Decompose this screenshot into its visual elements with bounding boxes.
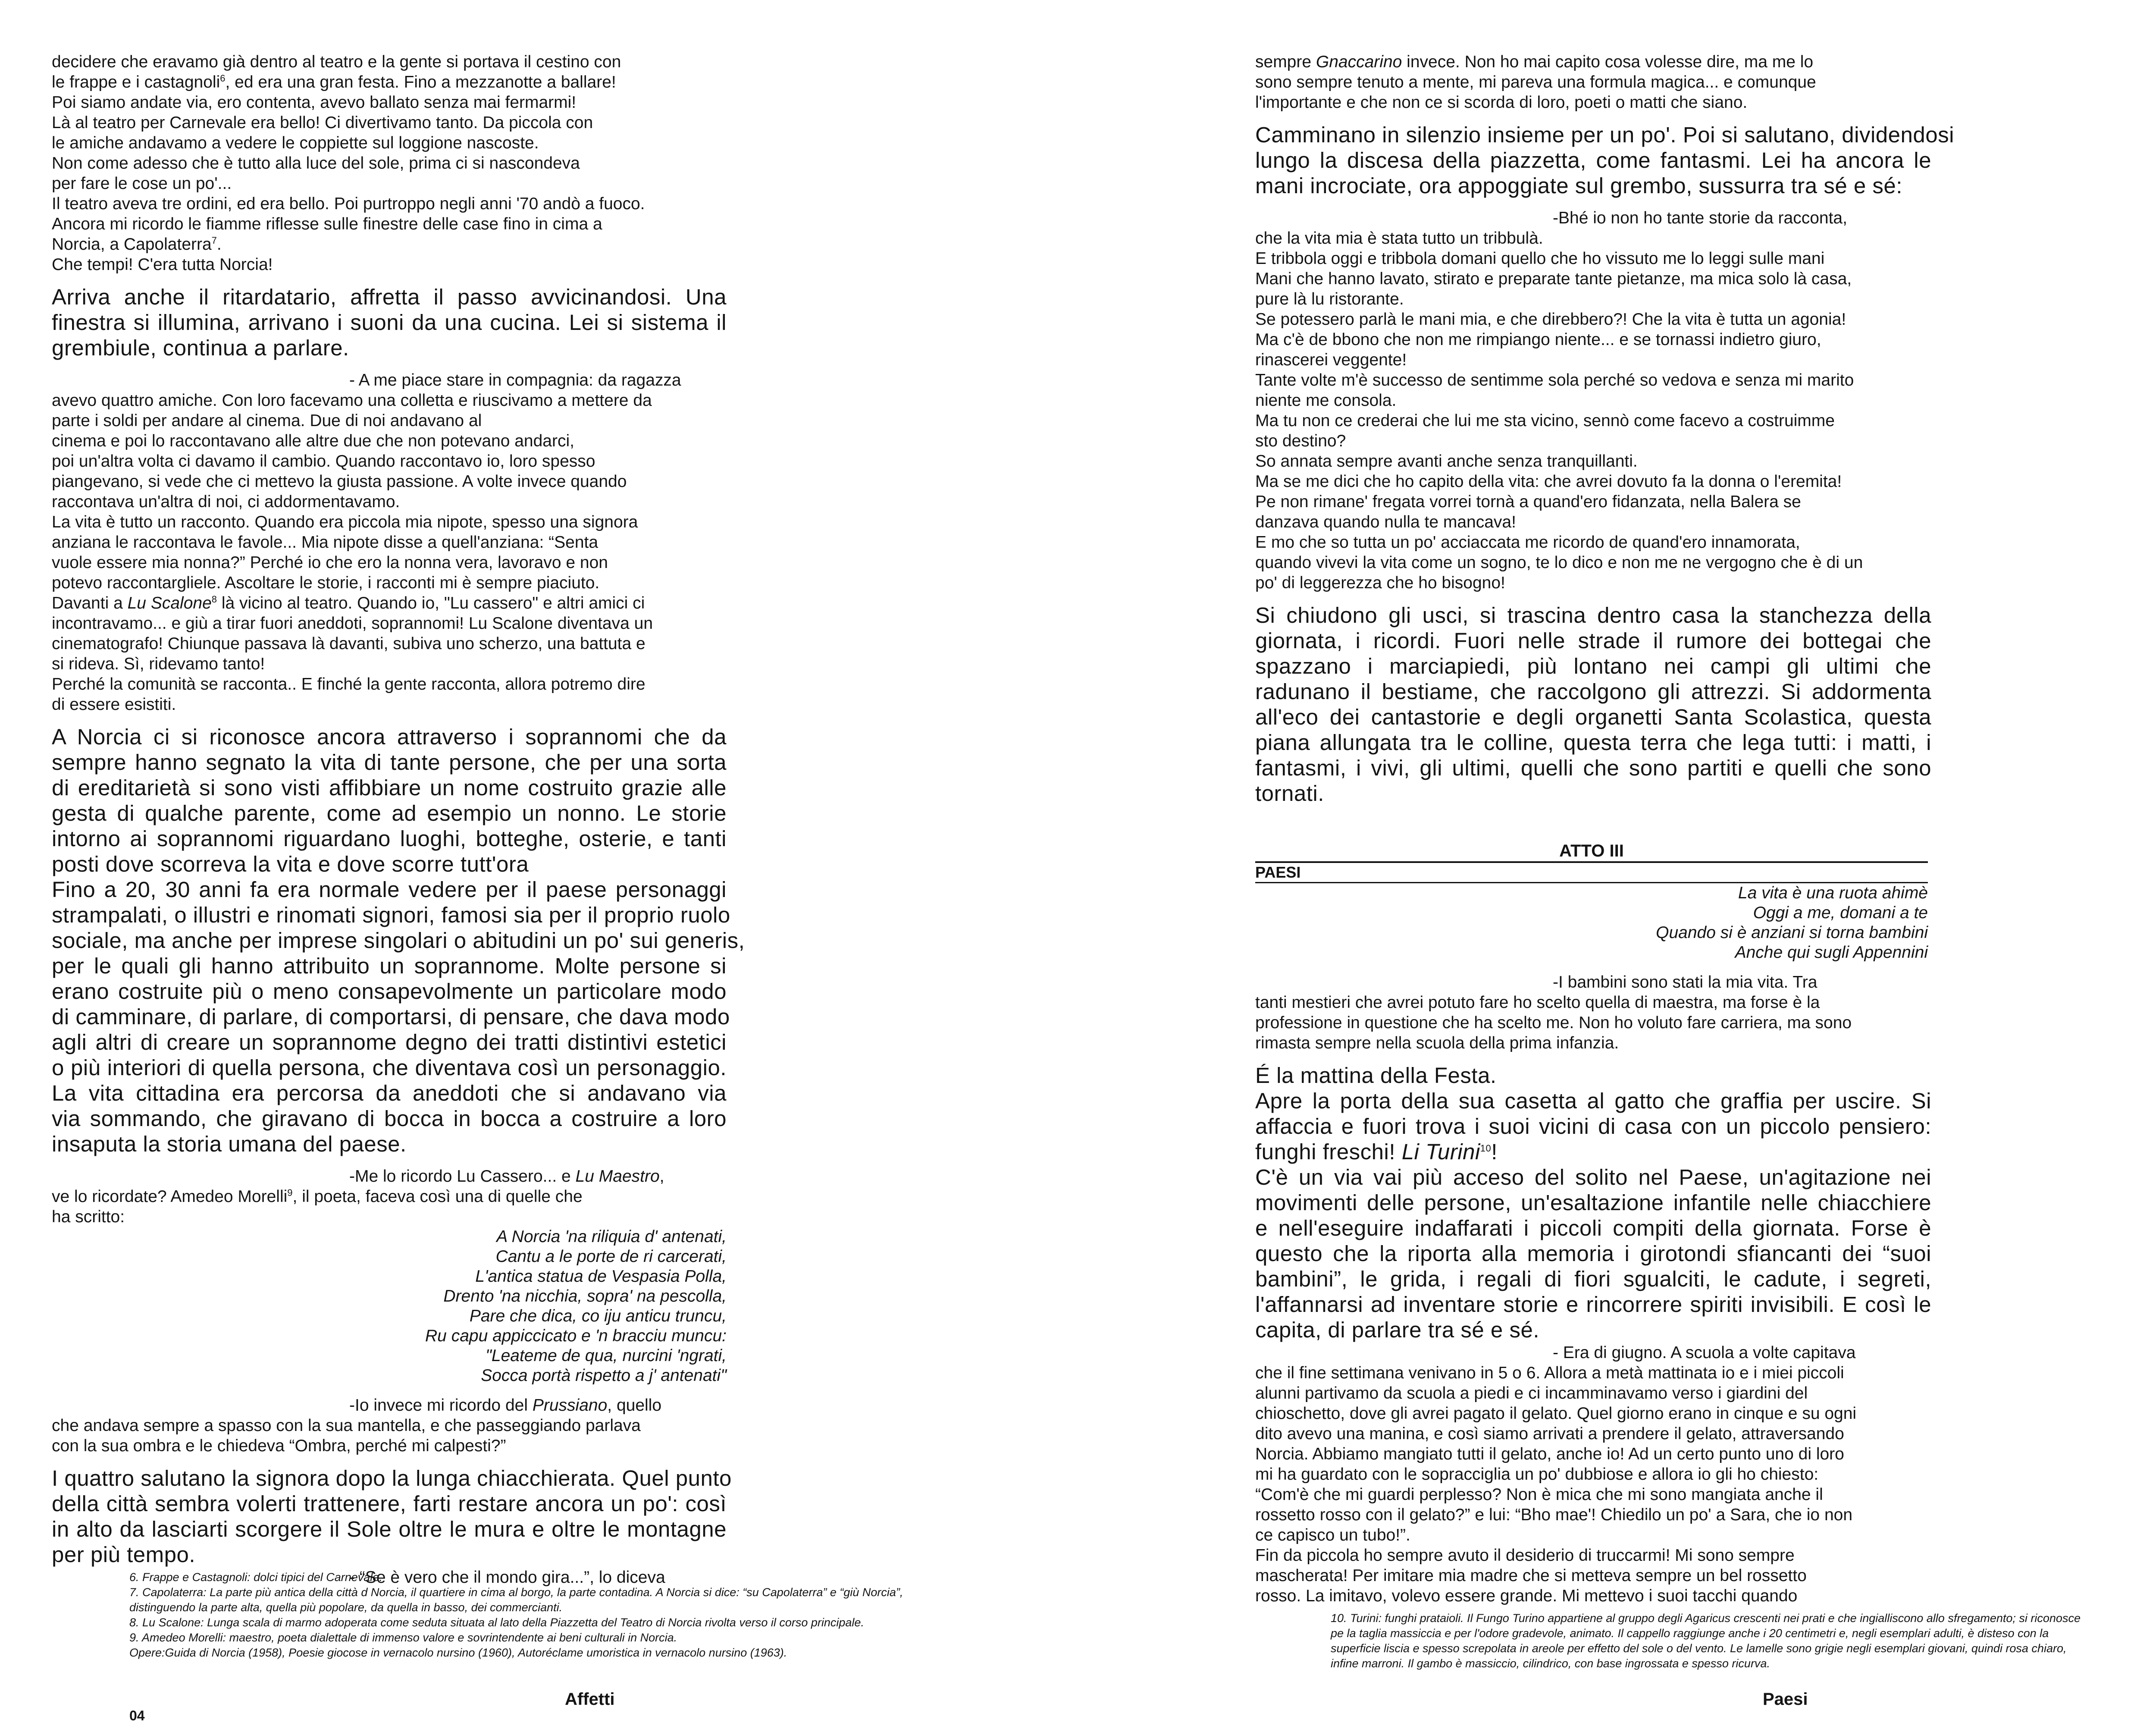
text-line: avevo quattro amiche. Con loro facevamo una colletta e riuscivamo a mettere da [52,391,652,410]
footnote: superficie liscia e spesso screpolata in areole per effetto del sole o del vento. Le lamelle sono grigie negli esemplari giovani, quindi rosa chiaro, [1331,1642,2067,1655]
text-line: l'importante e che non ce si scorda di loro, poeti o matti che siano. [1255,93,1748,112]
text-line: Tante volte m'è successo de sentimme sola perché so vedova e senza mi marito [1255,371,1854,389]
text-line: all'eco dei cantastorie e degli organetti Santa Scolastica, questa [1255,705,1931,729]
right-poem [1255,883,1928,963]
text-line: che andava sempre a spasso con la sua mantella, e che passeggiando parlava [52,1416,641,1435]
text-line: Fin da piccola ho sempre avuto il desiderio di truccarmi! Mi sono sempre [1255,1546,1795,1565]
text-line: questo che la riporta alla memoria i girotondi sfiancanti dei “suoi [1255,1241,1931,1266]
text-line: Ma c'è de bbono che non me rimpiango niente... e se tornassi indietro giuro, [1255,330,1821,349]
text-line: mani incrociate, ora appoggiate sul grembo, sussurra tra sé e sé: [1255,173,1902,198]
text-line: Il teatro aveva tre ordini, ed era bello. Poi purtroppo negli anni '70 andò a fuoco. [52,195,645,213]
left-narrative-paragraph-2 [52,724,745,1157]
left-dialogue-block-1 [52,52,727,275]
footnote-ref: 8 [211,594,217,605]
text-line: di essere esistiti. [52,695,176,714]
text-fragment: Davanti a [52,594,128,612]
text-line: capita, di parlare tra sé e sé. [1255,1318,1540,1342]
text-line: So annata sempre avanti anche senza tranquillanti. [1255,452,1638,471]
text-line: Norcia, a Capolaterra$^7$. [52,235,222,254]
right-page [1171,0,2156,1732]
text-line: po' di leggerezza che ho bisogno! [1255,574,1505,592]
text-line: - Era di giugno. A scuola a volte capitava [1553,1343,1856,1362]
text-line: che la vita mia è stata tutto un tribbulà. [1255,229,1543,248]
text-line: anziana le raccontava le favole... Mia nipote disse a quell'anziana: “Senta [52,533,599,552]
left-dialogue-block-4 [52,1395,727,1456]
text-line: piangevano, si vede che ci mettevo la giusta passione. A volte invece quando [52,472,627,491]
text-line: gesta di qualche parente, come ad esempio un nonno. Le storie [52,801,727,825]
text-line: decidere che eravamo già dentro al teatro e la gente si portava il cestino con [52,53,621,71]
footnote-ref: 9 [287,1187,293,1198]
text-line: sociale, ma anche per imprese singolari o abitudini un po' sui generis, [52,928,745,953]
text-line: alunni partivamo da scuola a piedi e ci incamminavamo verso i giardini del [1255,1384,1808,1403]
text-line: danzava quando nulla te mancava! [1255,513,1516,531]
footnote: 10. Turini: funghi prataioli. Il Fungo Turino appartiene al gruppo degli Agaricus crescenti nei prati e che ingialliscono allo sfregamento; si riconosce [1331,1612,2081,1625]
left-footnotes [129,1570,903,1660]
text-line: intorno ai soprannomi riguardano luoghi, botteghe, osterie, e tanti [52,826,727,851]
text-line: rimasta sempre nella scuola della prima infanzia. [1255,1034,1619,1052]
text-line: della città sembra volerti trattenere, farti restare ancora un po': così [52,1491,727,1516]
footnote: infine marroni. Il gambo è massiccio, cilindrico, con base ingrossata e spesso ricurva. [1331,1657,1770,1670]
right-dialogue-block-2 [1255,208,1931,593]
footnote: Opere:Guida di Norcia (1958), Poesie giocose in vernacolo nursino (1960), Autoréclame umoristica in vernacolo nursino (1963). [129,1646,787,1659]
right-narrative-paragraph-3 [1255,1063,1931,1343]
text-line: - A me piace stare in compagnia: da ragazza [349,371,681,389]
text-line: ha scritto: [52,1208,125,1226]
text-line: sempre hanno segnato la vita di tante persone, che per una sorta [52,750,727,775]
text-line: mascherata! Per imitare mia madre che si metteva sempre un bel rossetto [1255,1566,1807,1585]
text-line: vuole essere mia nonna?” Perché io che ero la nonna vera, lavoravo e non [52,553,608,572]
poem-line: La vita è una ruota ahimè [1738,884,1928,902]
text-fragment: , [659,1167,664,1186]
text-line: per le quali gli hanno attribuito un soprannome. Molte persone si [52,954,727,978]
footnote-ref: 7 [211,235,217,246]
left-dialogue-block-2 [52,370,727,715]
text-line: fantasmi, i vivi, gli ultimi, quelli che sono partiti e quelli che sono [1255,756,1931,780]
text-line: bambini”, le grida, i regali di fiori sgualciti, le cadute, i segreti, [1255,1267,1931,1291]
text-line: I quattro salutano la signora dopo la lunga chiacchierata. Quel punto [52,1466,732,1490]
poem-line: A Norcia 'na riliquia d' antenati, [496,1227,727,1246]
place-name: Lu Scalone [127,594,212,612]
text-line: pure là lu ristorante. [1255,290,1404,308]
right-dialogue-block-3 [1255,972,1931,1053]
text-line: radunano il bestiame, che raccolgono gli attrezzi. Si addormenta [1255,679,1931,704]
footnote: pe la taglia massiccia e per l'odore gradevole, animato. Il cappello raggiunge anche i 20 centimetri e, negli esemplari adulti, è disteso con la [1331,1627,2049,1640]
text-line: raccontava un'altra di noi, ci addormentavamo. [52,493,400,511]
running-title-left: Affetti [565,1690,615,1709]
text-line: posti dove scorreva la vita e dove scorre tutt'ora [52,852,529,876]
text-line: ce capisco un tubo!”. [1255,1526,1410,1544]
footnote: 8. Lu Scalone: Lunga scala di marmo adoperata come seduta situata al lato della Piazzetta del Teatro di Norcia rivolta verso il corso principale. [129,1616,864,1629]
text-line: E tribbola oggi e tribbola domani quello che ho vissuto me lo leggi sulle mani [1255,249,1825,268]
text-line: sono sempre tenuto a mente, mi pareva una formula magica... e comunque [1255,73,1816,91]
text-line: Perché la comunità se racconta.. E finché la gente racconta, allora potremo dire [52,675,646,693]
text-line: Ancora mi ricordo le fiamme riflesse sulle finestre delle case fino in cima a [52,215,602,233]
text-line: finestra si illumina, arrivano i suoni da una cucina. Lei si sistema il [52,310,727,335]
left-dialogue-block-3 [52,1166,727,1227]
text-line: - “Se è vero che il mondo gira...”, lo diceva [349,1568,665,1587]
text-line: erano costruite più o meno consapevolmente un particolare modo [52,979,727,1004]
text-line: cinema e poi lo raccontavano alle altre due che non potevano andarci, [52,432,574,450]
text-line: di camminare, di parlare, di comportarsi, di pensare, che dava modo [52,1004,730,1029]
left-narrative-paragraph-1 [52,284,727,361]
nickname: Prussiano [532,1396,608,1415]
footnote: distinguendo la parte alta, quella più popolare, da quella in basso, dei commercianti. [129,1601,563,1614]
text-line: ve lo ricordate? Amedeo Morelli$^9$, il poeta, faceva così una di quelle che [52,1187,583,1206]
text-line: di ereditarietà si sono visti affibbiare un nome costruito grazie alle [52,775,727,800]
text-fragment: -Me lo ricordo Lu Cassero... e [349,1167,576,1186]
right-text-column [1255,52,1954,1606]
text-line: Non come adesso che è tutto alla luce del sole, prima ci si nascondeva [52,154,580,173]
text-line: “Com'è che mi guardi perplesso? Non è mica che mi sono mangiata anche il [1255,1485,1823,1504]
nickname: Lu Maestro [575,1167,660,1186]
act-section-label: PAESI [1255,863,1928,883]
text-line: o più interiori di quella persona, che diventava così un personaggio. [52,1055,727,1080]
nickname: Gnaccarino [1316,53,1402,71]
text-line: tanti mestieri che avrei potuto fare ho scelto quella di maestra, ma forse è la [1255,993,1820,1012]
text-line: Poi siamo andate via, ero contenta, avevo ballato senza mai fermarmi! [52,93,577,112]
text-fragment: ! [1491,1139,1498,1164]
right-narrative-paragraph-2 [1255,602,1931,806]
footnote-ref: 6 [220,73,226,84]
text-line: strampalati, o illustri e rinomati signori, famosi sia per il proprio ruolo [52,903,730,927]
text-line: insaputa la storia umana del paese. [52,1132,407,1156]
text-line: Norcia. Abbiamo mangiato tutti il gelato, anche io! Ad un certo punto uno di loro [1255,1445,1844,1463]
text-line: Si chiudono gli usci, si trascina dentro casa la stanchezza della [1255,603,1931,628]
text-line: E mo che so tutta un po' acciaccata me ricordo de quand'ero innamorata, [1255,533,1800,552]
text-fragment: là vicino al teatro. Quando io, "Lu cassero" e altri amici ci [217,594,645,612]
text-line [52,1395,727,1415]
text-line: via sommando, che giravano di bocca in bocca a costruire a loro [52,1106,727,1131]
text-line: si rideva. Sì, ridevamo tanto! [52,655,265,673]
text-line [1255,52,1931,72]
text-line: affaccia e fuori trova i suoi vicini di casa con un piccolo pensiero: [1255,1114,1931,1139]
text-line: niente me consola. [1255,391,1397,410]
text-line [52,1166,727,1186]
text-line: chioschetto, dove gli avrei pagato il gelato. Quel giorno erano in cinque e su ogni [1255,1404,1857,1423]
text-line: mi ha guardato con le sopracciglia un po' dubbiose e allora io gli ho chiesto: [1255,1465,1819,1484]
mushroom-name: Li Turini [1401,1139,1480,1164]
text-line: La vita è tutto un racconto. Quando era piccola mia nipote, spesso una signora [52,513,638,531]
text-line: É la mattina della Festa. [1255,1063,1497,1088]
text-line: l'affannarsi ad inventare storie e rincorrere spiriti invisibili. E così le [1255,1292,1931,1317]
text-line: C'è un via vai più acceso del solito nel Paese, un'agitazione nei [1255,1165,1931,1189]
poem-line: "Leateme de qua, nurcini 'ngrati, [486,1346,727,1365]
text-line: dito avevo una manina, e così siamo arrivati a prendere il gelato, attraversando [1255,1425,1844,1443]
poem-line: Anche qui sugli Appennini [1735,943,1928,962]
text-line: sto destino? [1255,432,1346,450]
text-line: -Bhé io non ho tante storie da racconta, [1553,209,1847,227]
text-fragment: , quello [607,1396,662,1415]
text-line: agli altri di creare un soprannome degno dei tratti distintivi estetici [52,1030,727,1054]
text-line: professione in questione che ha scelto me. Non ho voluto fare carriera, ma sono [1255,1013,1852,1032]
text-line: Ma se me dici che ho capito della vita: che avrei dovuto fa la donna o l'eremita! [1255,472,1842,491]
text-line: Pe non rimane' fregata vorrei tornà a quand'ero fidanzata, nella Balera se [1255,493,1801,511]
text-line: per fare le cose un po'... [52,174,232,193]
text-line: Apre la porta della sua casetta al gatto che graffia per uscire. Si [1255,1089,1931,1113]
text-fragment: funghi freschi! [1255,1139,1402,1164]
text-line: incontravamo... e giù a tirar fuori aneddoti, soprannomi! Lu Scalone diventava un [52,614,653,633]
poem-line: L'antica statua de Vespasia Polla, [475,1267,727,1286]
text-fragment: -Io invece mi ricordo del [349,1396,533,1415]
text-line: grembiule, continua a parlare. [52,336,349,360]
left-narrative-paragraph-3 [52,1465,732,1567]
right-dialogue-block-1 [1255,52,1931,113]
text-line: parte i soldi per andare al cinema. Due di noi andavano al [52,411,482,430]
text-line [52,593,727,613]
poem-line: Quando si è anziani si torna bambini [1656,923,1928,942]
footnote: 9. Amedeo Morelli: maestro, poeta dialettale di immenso valore e sovrintendente ai beni culturali in Norcia. [129,1631,677,1644]
text-line: quando vivevi la vita come un sogno, te lo dico e non me ne vergogno che è di un [1255,553,1863,572]
text-line: Camminano in silenzio insieme per un po'. Poi si salutano, dividendosi [1255,122,1954,147]
text-line [1255,1139,1931,1164]
text-line: Se potessero parlà le mani mia, e che direbbero?! Che la vita è tutta un agonia! [1255,310,1846,329]
text-line: per più tempo. [52,1542,196,1567]
text-line: cinematografo! Chiunque passava là davanti, subiva uno scherzo, una battuta e [52,634,646,653]
text-line: che il fine settimana venivano in 5 o 6. Allora a metà mattinata io e i miei piccoli [1255,1364,1844,1382]
poem-line: Drento 'na nicchia, sopra' na pescolla, [443,1287,727,1305]
text-line: e nell'eseguire indaffarati i piccoli compiti della giornata. Forse è [1255,1216,1931,1240]
text-line: con la sua ombra e le chiedeva “Ombra, perché mi calpesti?” [52,1437,506,1455]
text-line: Fino a 20, 30 anni fa era normale vedere per il paese personaggi [52,877,727,902]
text-line: tornati. [1255,781,1324,806]
footnote-ref: 10 [1480,1143,1492,1154]
running-title-right: Paesi [1763,1690,1808,1709]
text-line: piana allungata tra le colline, questa terra che lega tutti: i matti, i [1255,730,1931,755]
text-line: spazzano i marciapiedi, più lontano nei campi gli ultimi che [1255,654,1931,678]
text-line: rinascerei veggente! [1255,351,1407,369]
footnote: 6. Frappe e Castagnoli: dolci tipici del Carnevale. [129,1571,382,1584]
footnote: 7. Capolaterra: La parte più antica della città d Norcia, il quartiere in cima al borgo, la parte contadina. A Norcia si dice: “su Capolaterra” e “giù Norcia”, [129,1586,903,1599]
poem-line: Cantu a le porte de ri carcerati, [495,1247,727,1266]
text-line: rossetto rosso con il gelato?” e lui: “Bho mae'! Chiedilo un po' a Sara, che io non [1255,1506,1853,1524]
text-line: rosso. La imitavo, volevo essere grande. Mi mettevo i suoi tacchi quando [1255,1587,1798,1605]
text-line: -I bambini sono stati la mia vita. Tra [1553,973,1818,992]
text-line: Che tempi! C'era tutta Norcia! [52,255,273,274]
text-line: Mani che hanno lavato, stirato e preparate tante pietanze, ma mica solo là casa, [1255,270,1852,288]
left-text-column [52,52,745,1588]
act-title: ATTO III [1559,841,1624,860]
poem-line: Oggi a me, domani a te [1753,904,1928,922]
text-line: lungo la discesa della piazzetta, come fantasmi. Lei ha ancora le [1255,148,1931,173]
text-line: Arriva anche il ritardatario, affretta il passo avvicinandosi. Una [52,285,727,309]
act-header [1255,841,1931,883]
poem-line: Ru capu appiccicato e 'n bracciu muncu: [425,1327,727,1345]
text-line: Ma tu non ce crederai che lui me sta vicino, sennò come facevo a costruimme [1255,411,1835,430]
text-fragment: invece. Non ho mai capito cosa volesse dire, ma me lo [1402,53,1814,71]
text-line: poi un'altra volta ci davamo il cambio. Quando raccontavo io, loro spesso [52,452,595,471]
text-line: A Norcia ci si riconosce ancora attraverso i soprannomi che da [52,725,727,749]
text-line: La vita cittadina era percorsa da aneddoti che si andavano via [52,1081,727,1105]
poem-line: Pare che dica, co iju anticu truncu, [469,1307,727,1325]
left-poem [52,1227,727,1386]
text-line: le frappe e i castagnoli$^6$, ed era una gran festa. Fino a mezzanotte a ballare! [52,73,616,91]
poem-line: Socca portà rispetto a j' antenati" [481,1366,727,1385]
text-line: giornata, i ricordi. Fuori nelle strade il rumore dei bottegai che [1255,628,1931,653]
text-line: le amiche andavamo a vedere le coppiette sul loggione nascoste. [52,134,539,152]
text-line: movimenti delle persone, un'esaltazione infantile nelle chiacchiere [1255,1190,1931,1215]
text-line: Là al teatro per Carnevale era bello! Ci divertivamo tanto. Da piccola con [52,113,593,132]
text-line: in alto da lasciarti scorgere il Sole oltre le mura e oltre le montagne [52,1517,727,1541]
page-number-left: 04 [129,1708,145,1723]
right-footnotes [1331,1611,2081,1671]
text-fragment: sempre [1255,53,1316,71]
right-narrative-paragraph-1 [1255,122,1954,198]
text-line: potevo raccontargliele. Ascoltare le storie, i racconti mi è sempre piaciuto. [52,574,600,592]
right-dialogue-block-4 [1255,1343,1931,1606]
